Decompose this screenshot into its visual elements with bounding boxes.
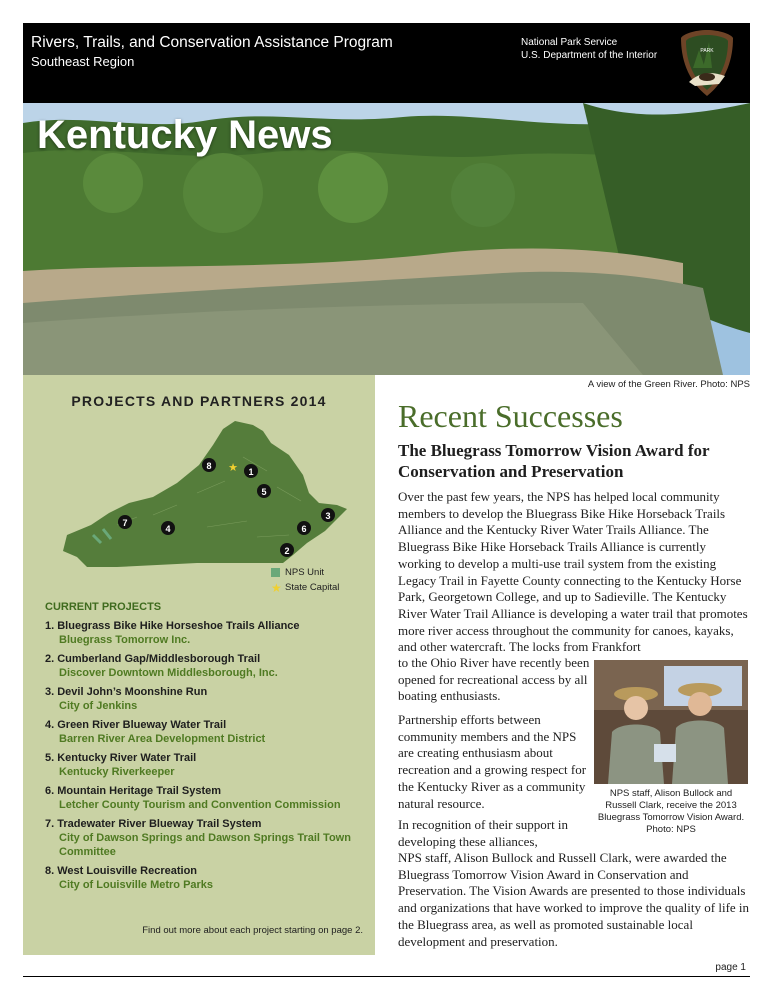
project-item: [45, 784, 365, 812]
project-name: 3. Devil John’s Moonshine Run: [45, 686, 208, 698]
project-item: [45, 685, 365, 713]
project-list: [45, 619, 365, 897]
legend-state-capital-label: State Capital: [285, 582, 340, 593]
map-marker: [297, 521, 311, 535]
map-marker: [244, 464, 258, 478]
projects-panel: [23, 375, 375, 955]
program-region: Southeast Region: [31, 54, 135, 69]
map-marker: [280, 543, 294, 557]
agency-department: U.S. Department of the Interior: [521, 50, 658, 61]
svg-text:6: 6: [301, 524, 307, 534]
project-partner: Letcher County Tourism and Convention Commission: [59, 799, 341, 811]
map-marker: [202, 458, 216, 472]
hero-caption: A view of the Green River. Photo: NPS: [587, 379, 750, 390]
project-item: [45, 864, 365, 892]
project-partner: Discover Downtown Middlesborough, Inc.: [59, 667, 278, 679]
project-partner: Barren River Area Development District: [59, 733, 266, 745]
legend-nps-unit-label: NPS Unit: [285, 567, 325, 578]
project-item: [45, 652, 365, 680]
svg-text:PARK: PARK: [700, 48, 714, 54]
project-name: 8. West Louisville Recreation: [45, 865, 198, 877]
map-marker: [118, 515, 132, 529]
project-partner: City of Dawson Springs and Dawson Springs Trail Town Committee: [59, 832, 351, 858]
project-partner: Bluegrass Tomorrow Inc.: [59, 634, 191, 646]
project-item: [45, 619, 365, 647]
state-capital-star-icon: ★: [228, 462, 238, 474]
map-marker: [161, 521, 175, 535]
award-photo-image: [594, 660, 748, 784]
project-partner: Kentucky Riverkeeper: [59, 766, 175, 778]
map-marker: [257, 484, 271, 498]
find-out-more-note: Find out more about each project starting on page 2.: [142, 925, 363, 936]
masthead: [23, 23, 750, 103]
agency-name: National Park Service: [521, 37, 618, 48]
star-icon: ★: [271, 580, 282, 595]
svg-text:3: 3: [325, 511, 331, 521]
program-title: Rivers, Trails, and Conservation Assistance Program: [31, 34, 393, 51]
project-item: [45, 751, 365, 779]
article-paragraph: NPS staff, Alison Bullock and Russell Clark, were awarded the Bluegrass Tomorrow Vision Award in Conservation and Preservation. The Vision Awards are presented to those individuals and organizations that have worked to improve the quality of life in the Bluegrass area, as well as promoted sustainable local development and preservation.: [398, 850, 750, 949]
project-partner: City of Jenkins: [59, 700, 138, 712]
project-item: [45, 718, 365, 746]
project-item: [45, 817, 365, 859]
photo-caption: NPS staff, Alison Bullock and Russell Clark, receive the 2013 Bluegrass Tomorrow Vision Award. Photo: NPS: [597, 788, 745, 835]
project-name: 4. Green River Blueway Water Trail: [45, 719, 227, 731]
current-projects-heading: CURRENT PROJECTS: [45, 601, 162, 613]
article-subtitle: The Bluegrass Tomorrow Vision Award for Conservation and Preservation: [398, 441, 710, 481]
article-paragraph: to the Ohio River have recently been opened for recreational access by all boating enthusiasts.: [398, 655, 590, 704]
award-photo: [594, 660, 748, 784]
legend-nps-unit: [271, 565, 339, 580]
nps-arrowhead-icon: [679, 28, 735, 98]
newsletter-title: Kentucky News: [37, 113, 333, 157]
svg-text:1: 1: [248, 467, 254, 477]
article-paragraph: Partnership efforts between community members and the NPS are creating enthusiasm about recreation and a growing respect for the Kentucky River as a community natural resource.: [398, 712, 587, 811]
panel-heading: PROJECTS AND PARTNERS 2014: [71, 393, 327, 409]
kentucky-outline: [63, 421, 347, 567]
svg-text:8: 8: [206, 461, 212, 471]
svg-text:4: 4: [165, 524, 171, 534]
svg-text:7: 7: [122, 518, 128, 528]
project-partner: City of Louisville Metro Parks: [59, 879, 214, 891]
footer-rule: [23, 976, 750, 977]
svg-text:5: 5: [261, 487, 267, 497]
svg-text:2: 2: [284, 546, 290, 556]
map-marker: [321, 508, 335, 522]
legend-state-capital: [271, 580, 339, 595]
article-title: Recent Successes: [398, 398, 623, 434]
article-paragraph: In recognition of their support in developing these alliances,: [398, 817, 569, 849]
project-name: 7. Tradewater River Blueway Trail System: [45, 818, 262, 830]
hero-photo: [23, 103, 750, 375]
page-number: page 1: [715, 962, 746, 973]
nps-unit-swatch-icon: [271, 568, 280, 577]
project-name: 2. Cumberland Gap/Middlesborough Trail: [45, 653, 261, 665]
project-name: 6. Mountain Heritage Trail System: [45, 785, 222, 797]
kentucky-map: [57, 417, 347, 567]
project-name: 1. Bluegrass Bike Hike Horseshoe Trails Alliance: [45, 620, 300, 632]
project-name: 5. Kentucky River Water Trail: [45, 752, 197, 764]
article-paragraph: Over the past few years, the NPS has helped local community members to develop the Bluegrass Bike Hike Horseback Trails Alliance and the Kentucky River Water Trails Alliance. The Bluegrass Bike Hike Horseback Trails Alliance is currently working to develop a multi-use trail system from the existing Legacy Trail in Fayette County connecting to the Kentucky Horse Park, Georgetown College, and up to Sadieville. The Kentucky River Water Trail Alliance is developing a water trail that promotes more river access throughout the community for canoes, kayaks, and other watercraft. The locks from Frankfort: [398, 489, 748, 655]
map-legend: [271, 565, 339, 595]
